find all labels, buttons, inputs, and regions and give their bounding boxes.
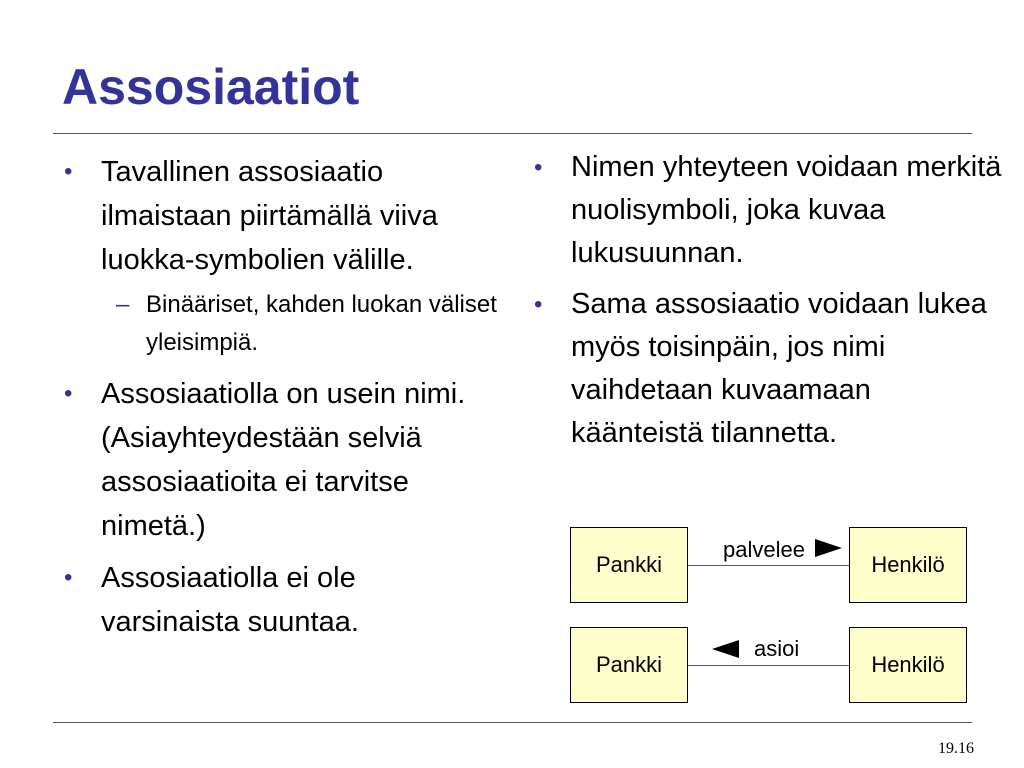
bullet-dot-icon: • [534,291,543,318]
bullet-dot-icon: • [64,564,73,591]
title-divider [53,133,972,134]
bullet-text: Tavallinen assosiaatio ilmaistaan piirtämällä viiva luokka-symbolien välille. [101,156,438,276]
sub-bullet-item [62,286,502,362]
slide-title: Assosiaatiot [62,59,360,115]
bullet-text: Nimen yhteyteen voidaan merkitä nuolisymboli, joka kuvaa lukusuunnan. [571,151,1002,269]
association-line [688,565,849,566]
bullet-item [62,556,502,644]
slide-number: 19.16 [938,740,974,757]
class-box-pankki [570,527,688,603]
bullet-item [62,150,502,282]
bullet-text: Assosiaatiolla on usein nimi. (Asiayhteydestään selviä assosiaatioita ei tarvitse nimetä.) [101,378,466,542]
arrow-right-icon [815,539,842,557]
left-column [62,150,502,652]
sub-bullet-text: Binääriset, kahden luokan väliset yleisimpiä. [146,291,497,356]
dash-icon: – [116,291,130,318]
footer-divider [53,722,972,723]
class-name: Henkilö [871,552,945,577]
association-line [688,665,849,666]
bullet-text: Sama assosiaatio voidaan lukea myös toisinpäin, jos nimi vaihdetaan kuvaamaan käänteistä tilannetta. [571,288,987,449]
arrow-left-icon [712,640,739,658]
bullet-dot-icon: • [534,154,543,181]
right-column [532,146,1002,463]
class-name: Pankki [595,652,663,677]
bullet-item [532,146,1002,275]
bullet-dot-icon: • [64,380,73,407]
class-box-henkilo [849,527,967,603]
association-label: palvelee [723,537,805,562]
class-box-henkilo [849,627,967,703]
class-name: Henkilö [871,652,945,677]
bullet-text: Assosiaatiolla ei ole varsinaista suuntaa. [101,562,359,638]
class-name: Pankki [595,552,663,577]
bullet-item [532,283,1002,455]
class-box-pankki [570,627,688,703]
association-label: asioi [754,636,800,661]
bullet-item [62,372,502,548]
bullet-dot-icon: • [64,158,73,185]
